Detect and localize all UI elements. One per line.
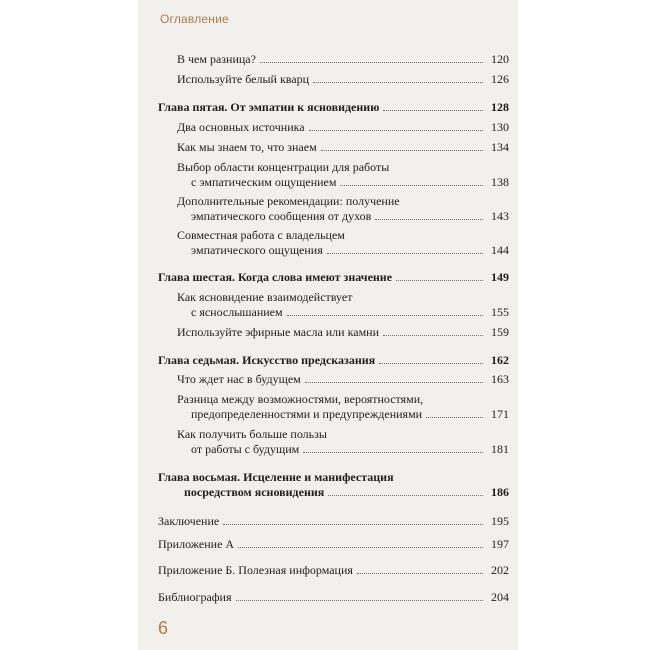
running-header: Оглавление (160, 12, 229, 26)
toc-entry-title-line: предопределенностями и предупреждениями (191, 407, 423, 421)
toc-entry (177, 427, 509, 457)
toc-entry (177, 52, 509, 67)
toc-entry-title-line: Выбор области концентрации для работы (177, 160, 390, 174)
toc-page-number: 126 (491, 72, 509, 86)
toc-page-number: 197 (491, 537, 509, 551)
toc-entry-title-line: Что ждет нас в будущем (177, 372, 301, 386)
dot-leader (327, 253, 483, 254)
toc-chapter-entry (158, 470, 509, 500)
toc-entry-title-line: Глава восьмая. Исцеление и манифестация (158, 470, 394, 484)
toc-entry-title-line: Два основных источника (177, 120, 305, 134)
toc-entry-title-line: Библиография (158, 590, 232, 604)
toc-entry-title-line: В чем разница? (177, 52, 256, 66)
dot-leader (383, 335, 483, 336)
dot-leader (328, 495, 483, 496)
toc-entry-title-line: Совместная работа с владельцем (177, 228, 345, 242)
toc-page-number: 130 (491, 120, 509, 134)
toc-page-number: 138 (491, 175, 509, 189)
toc-entry (177, 140, 509, 155)
toc-page-number: 181 (491, 442, 509, 456)
toc-entry-title-line: Разница между возможностями, вероятностями, (177, 392, 424, 406)
toc-page-number: 144 (491, 243, 509, 257)
toc-entry-title-line: эмпатического ощущения (191, 243, 323, 257)
toc-entry (177, 160, 509, 190)
toc-entry-title-line: Дополнительные рекомендации: получение (177, 194, 400, 208)
toc-page-number: 186 (491, 485, 509, 499)
toc-entry (177, 290, 509, 320)
dot-leader (287, 315, 483, 316)
toc-page-number: 163 (491, 372, 509, 386)
toc-entry-title-line: Глава пятая. От эмпатии к ясновидению (158, 100, 380, 114)
dot-leader (223, 524, 483, 525)
toc-entry (177, 194, 509, 224)
dot-leader (313, 82, 483, 83)
dot-leader (396, 280, 483, 281)
toc-entry (158, 514, 509, 529)
toc-chapter-entry (158, 353, 509, 368)
toc-entry-title-line: посредством ясновидения (184, 485, 325, 499)
dot-leader (305, 382, 483, 383)
toc-entry-title-line: Как мы знаем то, что знаем (177, 140, 317, 154)
dot-leader (357, 573, 483, 574)
dot-leader (236, 600, 484, 601)
toc-page-number: 128 (491, 100, 509, 114)
dot-leader (383, 110, 483, 111)
page-number: 6 (158, 618, 169, 638)
toc-entry (158, 563, 509, 578)
toc-entry (177, 372, 509, 387)
toc-entry-title-line: Как получить больше пользы (177, 427, 327, 441)
toc-page-number: 155 (491, 305, 509, 319)
toc-entry-title-line: Используйте эфирные масла или камни (177, 325, 380, 339)
toc-page-number: 159 (491, 325, 509, 339)
dot-leader (238, 547, 483, 548)
toc-entry-title-line: Используйте белый кварц (177, 72, 310, 86)
dot-leader (321, 150, 483, 151)
toc-chapter-entry (158, 270, 509, 285)
toc-page-number: 120 (491, 52, 509, 66)
toc-entry-title-line: с эмпатическим ощущением (191, 175, 337, 189)
toc-page-number: 134 (491, 140, 509, 154)
toc-page-number: 149 (491, 270, 509, 284)
toc-entry (177, 392, 509, 422)
toc-entry-title-line: Как ясновидение взаимодействует (177, 290, 353, 304)
toc-entry-title-line: Заключение (158, 514, 220, 528)
toc-entry-title-line: Приложение А (158, 537, 235, 551)
dot-leader (260, 62, 483, 63)
toc-entry (158, 537, 509, 552)
dot-leader (309, 130, 483, 131)
toc-page-number: 204 (491, 590, 509, 604)
toc-entry (158, 590, 509, 605)
toc-chapter-entry (158, 100, 509, 115)
toc-page-number: 195 (491, 514, 509, 528)
toc-entry (177, 120, 509, 135)
toc-page-number: 171 (491, 407, 509, 421)
dot-leader (340, 185, 483, 186)
toc-entry-title-line: эмпатического сообщения от духов (191, 209, 372, 223)
toc-entry-title-line: Глава седьмая. Искусство предсказания (158, 353, 376, 367)
toc-entry-title-line: Глава шестая. Когда слова имеют значение (158, 270, 393, 284)
toc-page-number: 202 (491, 563, 509, 577)
toc-entry-title-line: с яснослышанием (191, 305, 283, 319)
toc-entry (177, 72, 509, 87)
dot-leader (426, 417, 483, 418)
toc-entry (177, 325, 509, 340)
dot-leader (303, 452, 483, 453)
toc-page-number: 143 (491, 209, 509, 223)
toc-entry-title-line: от работы с будущим (191, 442, 300, 456)
toc-entry-title-line: Приложение Б. Полезная информация (158, 563, 353, 577)
toc-entry (177, 228, 509, 258)
toc-page-number: 162 (491, 353, 509, 367)
dot-leader (375, 219, 483, 220)
dot-leader (379, 363, 483, 364)
